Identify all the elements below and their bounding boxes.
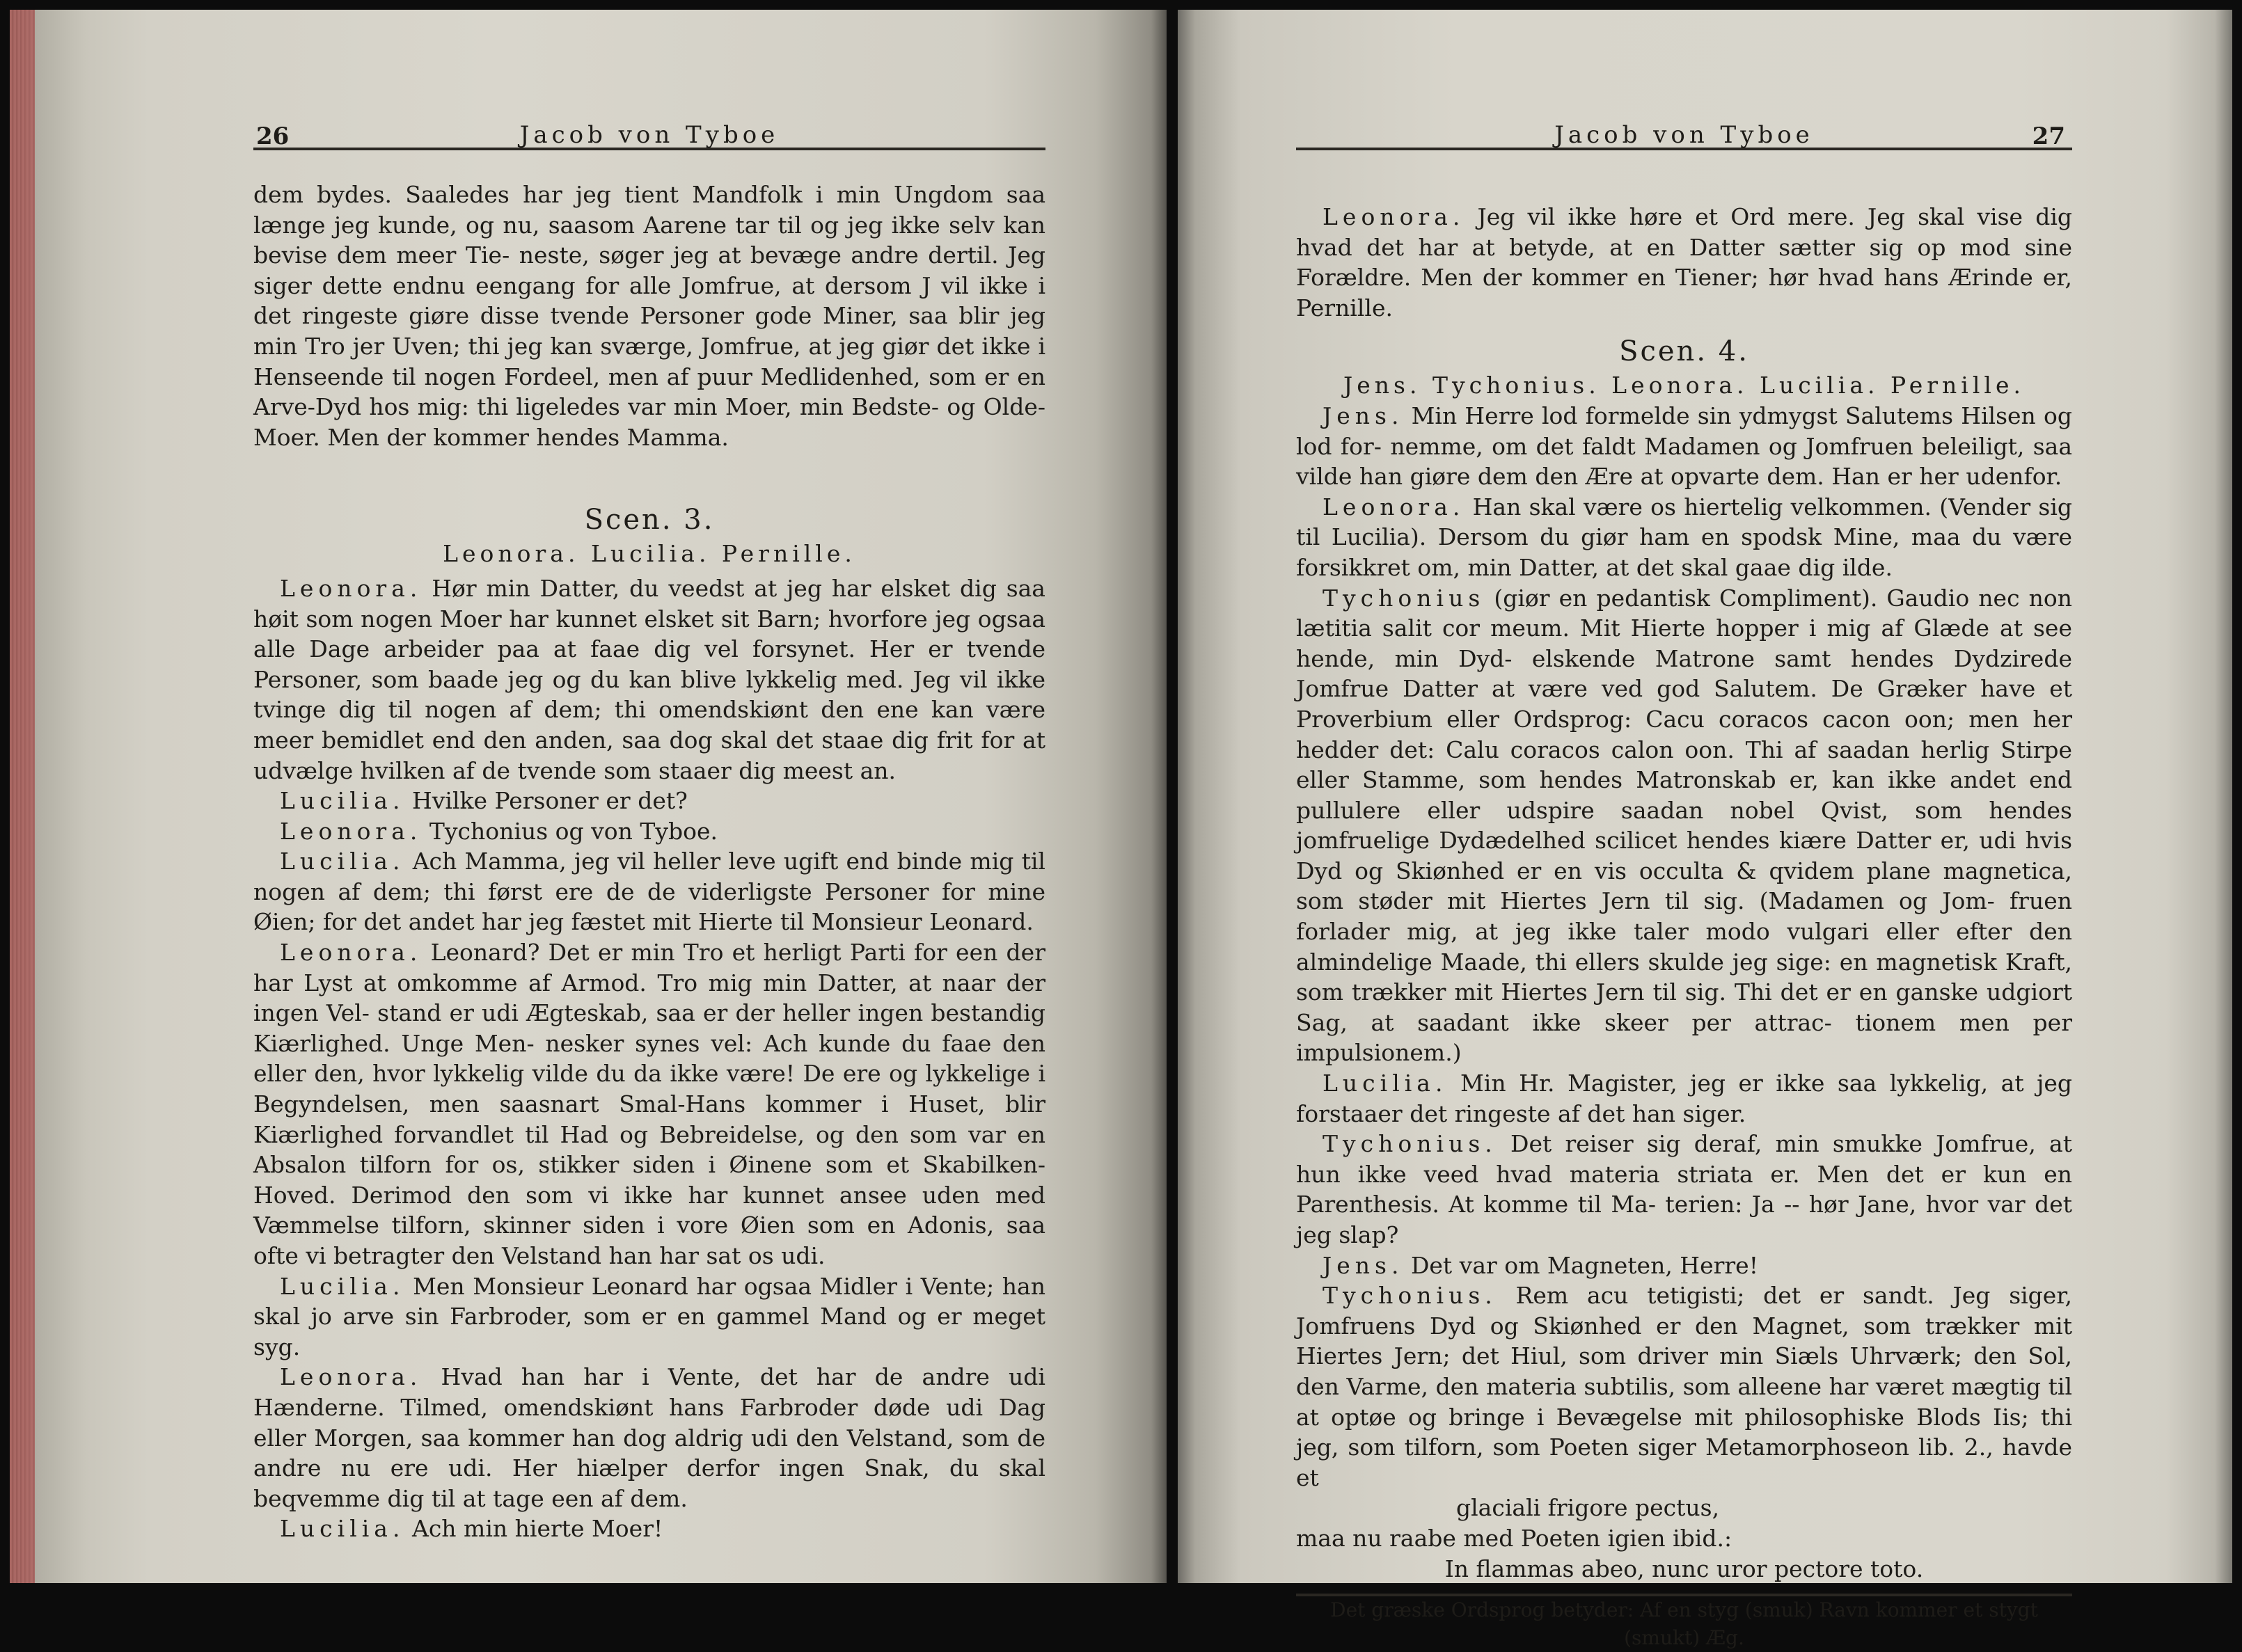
right-page-number: 27 bbox=[2032, 122, 2065, 150]
speaker-name: Lucilia. bbox=[280, 787, 405, 815]
line-text: Rem acu tetigisti; det er sandt. Jeg siger, Jomfruens Dyd og Skiønhed er den Magnet, som trækker mit Hiertes Jern; det Hiul, som driver min Siæls Uhrværk; den Sol, den Varme, den materia subtilis, som alleene har været mægtig til at optøe og bringe i Bevægelse mit philosophiske Blods Iis; thi jeg, som tilforn, som Poeten siger Metamorphoseon lib. 2., havde et bbox=[1296, 1282, 2072, 1491]
line-text: Jeg vil ikke høre et Ord mere. Jeg skal vise dig hvad det har at betyde, at en Datter sætter sig op mod sine Forældre. Men der kommer en Tiener; hør hvad hans Ærinde er, Pernille. bbox=[1296, 203, 2072, 321]
speaker-name: Tychonius bbox=[1323, 584, 1485, 612]
line-text: Hør min Datter, du veedst at jeg har elsket dig saa høit som nogen Moer har kunnet elsket sit Barn; hvorfore jeg ogsaa alle Dage arbeider paa at faae dig vel forsynet. Her er tvende Personer, som baade jeg og du kan blive lykkelig med. Jeg vil ikke tvinge dig til nogen af dem; thi omendskiønt den ene kan være meer bemidlet end den anden, saa dog skal det staae dig frit for at udvælge hvilken af de tvende som staaer dig meest an. bbox=[253, 574, 1045, 784]
line-text: (giør en pedantisk Compliment). Gaudio nec non lætitia salit cor meum. Mit Hierte hopper i mig af Glæde at see hende, min Dyd- elskende Matrone samt hendes Dydzirede Jomfrue Datter at være ved god Salutem. De Græker have et Proverbium eller Ordsprog: Cacu coracos cacon oon; men her hedder det: Calu coracos calon oon. Thi af saadan herlig Stirpe eller Stamme, som hendes Matronskab er, kan ikke andet end pullulere eller udspire saadan nobel Qvist, som hendes jomfruelige Dydædelhed scilicet hendes kiære Datter er, udi hvis Dyd og Skiønhed er en vis occulta & qvidem plane magnetica, som støder mit Hiertes Jern til sig. (Madamen og Jom- fruen forlader mig, at jeg ikke taler modo vulgari eller efter den almindelige Maade, thi ellers skulde jeg sige: en magnetisk Kraft, som trækker mit Hiertes Jern til sig. Thi det er en ganske udgiort Sag, at saadant ikke skeer per attrac- tionem men per impulsionem.) bbox=[1296, 584, 2072, 1067]
dialogue-line bbox=[1296, 1250, 2072, 1281]
speaker-name: Tychonius. bbox=[1323, 1282, 1497, 1310]
speaker-name: Lucilia. bbox=[280, 1515, 405, 1543]
speaker-name: Lucilia. bbox=[1323, 1070, 1448, 1097]
dialogue-line bbox=[253, 846, 1045, 937]
dialogue-line bbox=[1296, 583, 2072, 1069]
left-running-title: Jacob von Tyboe bbox=[519, 121, 780, 149]
scene-spacer bbox=[253, 452, 1045, 501]
dialogue-line bbox=[253, 816, 1045, 847]
line-text: Min Hr. Magister, jeg er ikke saa lykkelig, at jeg forstaaer det ringeste af det han siger. bbox=[1296, 1070, 2072, 1127]
footnote: Det græske Ordsprog betyder: Af en styg (smuk) Ravn kommer et stygt (smukt) Æg. bbox=[1330, 1598, 2038, 1650]
left-page bbox=[10, 10, 1167, 1583]
dialogue-line bbox=[253, 937, 1045, 1271]
dialogue-line bbox=[1296, 1068, 2072, 1129]
dialogue-line bbox=[1296, 1280, 2072, 1493]
dialogue-line bbox=[1296, 1129, 2072, 1250]
line-text: Hvad han har i Vente, det har de andre udi Hænderne. Tilmed, omendskiønt hans Farbroder døde udi Dag eller Morgen, saa kommer han dog aldrig udi den Velstand, som de andre nu ere udi. Her hiælper derfor ingen Snak, du skal beqvemme dig til at tage een af dem. bbox=[253, 1363, 1045, 1512]
dialogue-line bbox=[253, 1271, 1045, 1363]
continuation-paragraph: dem bydes. Saaledes har jeg tient Mandfolk i min Ungdom saa længe jeg kunde, og nu, saasom Aarene tar til og jeg ikke selv kan bevise dem meer Tie- neste, søger jeg at bevæge andre dertil. Jeg siger dette endnu eengang for alle Jomfrue, at dersom J vil ikke i det ringeste giøre disse tvende Personer gode Miner, saa blir jeg min Tro jer Uven; thi jeg kan sværge, Jomfrue, at jeg giør det ikke i Henseende til nogen Fordeel, men af puur Medlidenhed, som er en Arve-Dyd hos mig: thi ligeledes var min Moer, min Bedste- og Olde-Moer. Men der kommer hendes Mamma. bbox=[253, 181, 1045, 451]
speaker-name: Leonora. bbox=[280, 574, 423, 602]
line-text: Min Herre lod formelde sin ydmygst Salutems Hilsen og lod for- nemme, om det faldt Madamen og Jomfruen beleiligt, saa vilde han giøre dem den Ære at opvarte dem. Han er her udenfor. bbox=[1296, 402, 2072, 491]
scene-3-heading: Scen. 3. bbox=[584, 504, 715, 537]
dialogue-line bbox=[253, 1362, 1045, 1514]
right-running-header bbox=[1296, 116, 2072, 150]
page-edge-stack bbox=[10, 10, 35, 1583]
speaker-name: Jens. bbox=[1323, 1251, 1404, 1279]
right-page bbox=[1178, 10, 2232, 1650]
left-running-header bbox=[253, 116, 1045, 150]
after-verse-line: maa nu raabe med Poeten igien ibid.: bbox=[1296, 1524, 1732, 1552]
speaker-name: Leonora. bbox=[1323, 203, 1465, 230]
line-text: Ach min hierte Moer! bbox=[411, 1515, 663, 1543]
left-page-number: 26 bbox=[256, 122, 290, 150]
right-page-body bbox=[1296, 202, 2072, 1652]
line-text: Det var om Magneten, Herre! bbox=[1410, 1251, 1758, 1279]
line-text: Det reiser sig deraf, min smukke Jomfrue, at hun ikke veed hvad materia striata er. Men det er kun en Parenthesis. At komme til Ma- terien: Ja -- hør Jane, hvor var det jeg slap? bbox=[1296, 1130, 2072, 1248]
line-text: Ach Mamma, jeg vil heller leve ugift end binde mig til nogen af dem; thi først ere de de viderligste Personer for mine Øien; for det andet har jeg fæstet mit Hierte til Monsieur Leonard. bbox=[253, 848, 1045, 936]
dialogue-line bbox=[253, 1514, 1045, 1544]
speaker-name: Lucilia. bbox=[280, 848, 405, 875]
left-dialogue bbox=[253, 573, 1045, 1544]
speaker-name: Leonora. bbox=[280, 1363, 423, 1391]
verse-line-2: In flammas abeo, nunc uror pectore toto. bbox=[1444, 1555, 1924, 1582]
line-text: Hvilke Personer er det? bbox=[411, 787, 688, 815]
dialogue-line bbox=[1296, 492, 2072, 583]
scene-3-cast: Leonora. Lucilia. Pernille. bbox=[443, 540, 856, 568]
right-running-title: Jacob von Tyboe bbox=[1554, 121, 1814, 149]
line-text: Leonard? Det er min Tro et herligt Parti for een der har Lyst at omkomme af Armod. Tro mig min Datter, at naar der ingen Vel- stand er udi Ægteskab, saa er der heller ingen bestandig Kiærlighed. Unge Men- nesker synes vel: Ach kunde du faae den eller den, hvor lykkelig vilde du da ikke være! De ere og lykkelige i Begyndelsen, men saasnart Smal-Hans kommer i Huset, blir Kiærlighed forvandlet til Had og Bebreidelse, og den som var en Absalon tilforn for os, stikker siden i Øinene som et Skabilken-Hoved. Derimod den som vi ikke har kunnet ansee uden med Væmmelse tilforn, skinner siden i vore Øien som en Adonis, saa ofte vi betragter den Velstand han har sat os udi. bbox=[253, 939, 1045, 1269]
left-page-body bbox=[253, 180, 1045, 1544]
speaker-name: Leonora. bbox=[280, 817, 423, 845]
dialogue-line bbox=[253, 786, 1045, 816]
dialogue-line bbox=[1296, 401, 2072, 492]
speaker-name: Tychonius. bbox=[1323, 1130, 1497, 1158]
dialogue-line bbox=[253, 573, 1045, 786]
speaker-name: Lucilia. bbox=[280, 1272, 405, 1300]
opening-line bbox=[1296, 202, 2072, 323]
scene-4-heading: Scen. 4. bbox=[1619, 335, 1749, 368]
scene-4-cast: Jens. Tychonius. Leonora. Lucilia. Pernille. bbox=[1343, 372, 2025, 399]
speaker-name: Jens. bbox=[1323, 402, 1404, 429]
speaker-name: Leonora. bbox=[280, 939, 423, 967]
line-text: Men Monsieur Leonard har ogsaa Midler i Vente; han skal jo arve sin Farbroder, som er en gammel Mand og er meget syg. bbox=[253, 1272, 1045, 1360]
speaker-name: Leonora. bbox=[1323, 493, 1465, 521]
verse-line-1: glaciali frigore pectus, bbox=[1456, 1494, 1720, 1522]
line-text: Han skal være os hiertelig velkommen. (Vender sig til Lucilia). Dersom du giør ham en spodsk Mine, maa du være forsikkret om, min Datter, at det skal gaae dig ilde. bbox=[1296, 493, 2072, 581]
line-text: Tychonius og von Tyboe. bbox=[429, 817, 718, 845]
